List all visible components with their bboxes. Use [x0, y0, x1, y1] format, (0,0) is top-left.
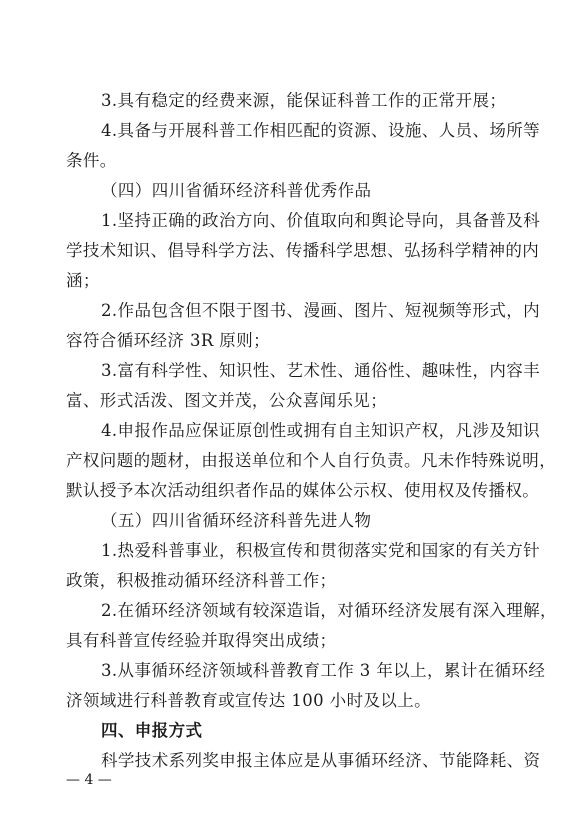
criteria-line: 3.富有科学性、知识性、艺术性、通俗性、趣味性，内容丰	[101, 361, 541, 380]
criteria-line: 4.申报作品应保证原创性或拥有自主知识产权，凡涉及知识	[101, 421, 541, 440]
criteria-line: 4.具备与开展科普工作相匹配的资源、设施、人员、场所等	[101, 121, 541, 140]
criteria-line: 具有科普宣传经验并取得突出成绩；	[66, 631, 337, 650]
criteria-line: 学技术知识、倡导科学方法、传播科学思想、弘扬科学精神的内	[66, 241, 540, 260]
section-subheading: （五）四川省循环经济科普先进人物	[101, 511, 372, 530]
criteria-line: 3.具有稳定的经费来源，能保证科普工作的正常开展；	[101, 91, 507, 110]
criteria-line: 政策，积极推动循环经济科普工作；	[66, 571, 337, 590]
criteria-line: 涵；	[66, 271, 100, 290]
criteria-line: 富、形式活泼、图文并茂，公众喜闻乐见；	[66, 391, 388, 410]
criteria-line: 1.坚持正确的政治方向、价值取向和舆论导向，具备普及科	[101, 211, 541, 230]
section-heading: 四、申报方式	[101, 721, 203, 740]
criteria-line: 容符合循环经济 3R 原则；	[66, 331, 271, 350]
criteria-line: 科学技术系列奖申报主体应是从事循环经济、节能降耗、资	[101, 751, 541, 770]
page-number: — 4 —	[66, 772, 112, 788]
criteria-line: 济领域进行科普教育或宣传达 100 小时及以上。	[66, 691, 432, 710]
criteria-line: 条件。	[66, 151, 117, 170]
section-subheading: （四）四川省循环经济科普优秀作品	[101, 181, 372, 200]
criteria-line: 产权问题的题材，由报送单位和个人自行负责。凡未作特殊说明，	[66, 451, 557, 470]
criteria-line: 2.作品包含但不限于图书、漫画、图片、短视频等形式，内	[101, 301, 541, 320]
criteria-line: 默认授予本次活动组织者作品的媒体公示权、使用权及传播权。	[66, 481, 540, 500]
criteria-line: 1.热爱科普事业，积极宣传和贯彻落实党和国家的有关方针	[101, 541, 541, 560]
criteria-line: 2.在循环经济领域有较深造诣，对循环经济发展有深入理解，	[101, 601, 557, 620]
criteria-line: 3.从事循环经济领域科普教育工作 3 年以上，累计在循环经	[101, 661, 546, 680]
